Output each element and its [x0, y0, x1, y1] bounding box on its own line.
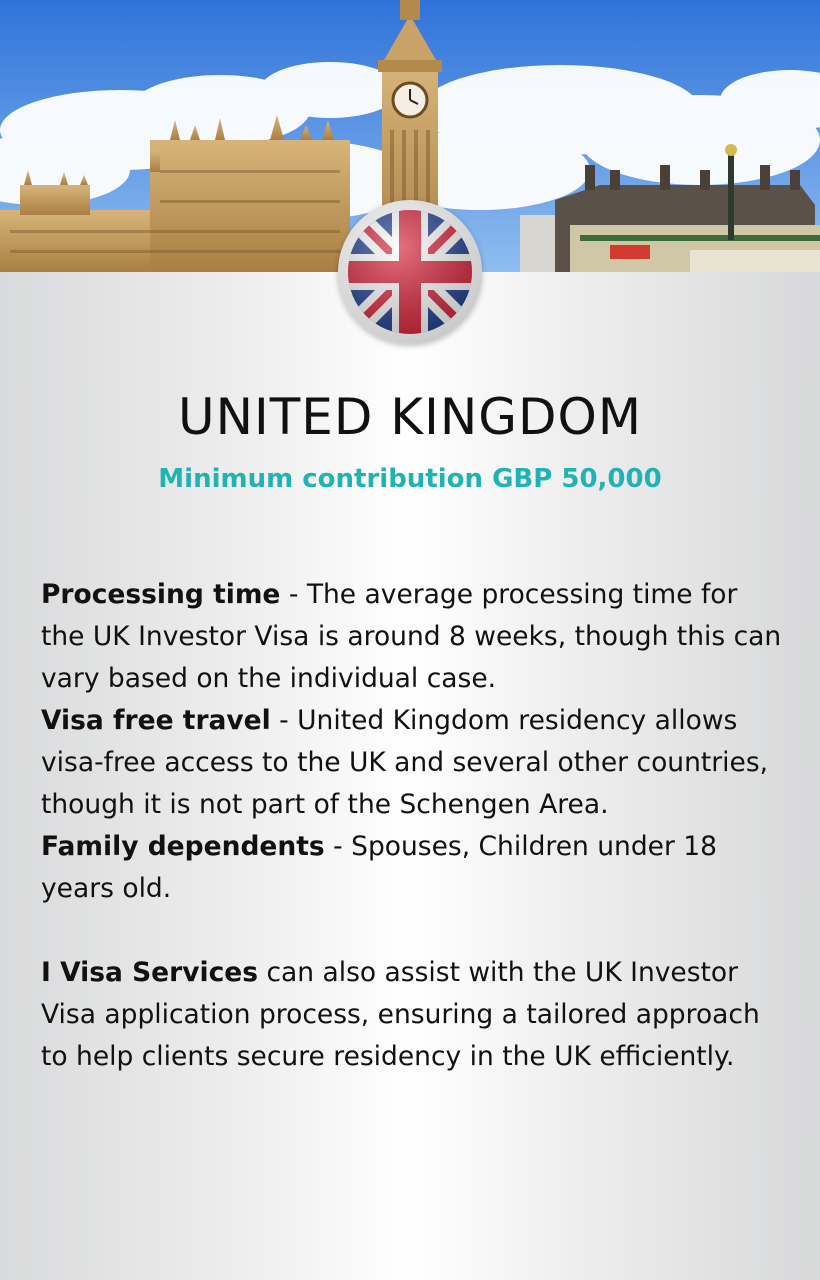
uk-flag-icon	[348, 210, 472, 334]
visa-free-travel-separator: -	[270, 705, 298, 736]
visa-free-travel-label: Visa free travel	[41, 705, 271, 736]
family-dependents-label: Family dependents	[41, 831, 325, 862]
paragraph-spacer	[41, 910, 786, 952]
family-dependents-separator: -	[324, 831, 352, 862]
country-title: UNITED KINGDOM	[178, 388, 642, 446]
processing-time-label: Processing time	[41, 579, 281, 610]
visa-free-travel-paragraph	[41, 700, 786, 826]
family-dependents-text: Spouses, Children under 18 years old.	[41, 831, 717, 904]
closing-text: can also assist with the UK Investor Visa application process, ensuring a tailored approach to help clients secure residency in the UK efficiently.	[41, 957, 760, 1072]
visa-free-travel-text: United Kingdom residency allows visa-free access to the UK and several other countries, though it is not part of the Schengen Area.	[41, 705, 769, 820]
brand-name: I Visa Services	[41, 957, 259, 988]
uk-flag-badge	[338, 200, 482, 344]
processing-time-separator: -	[280, 579, 307, 610]
family-dependents-paragraph	[41, 826, 786, 910]
closing-paragraph	[41, 952, 786, 1078]
info-content	[41, 574, 786, 1078]
minimum-contribution: Minimum contribution GBP 50,000	[158, 464, 662, 494]
processing-time-paragraph	[41, 574, 786, 700]
processing-time-text: The average processing time for the UK Investor Visa is around 8 weeks, though this can vary based on the individual case.	[41, 579, 782, 694]
